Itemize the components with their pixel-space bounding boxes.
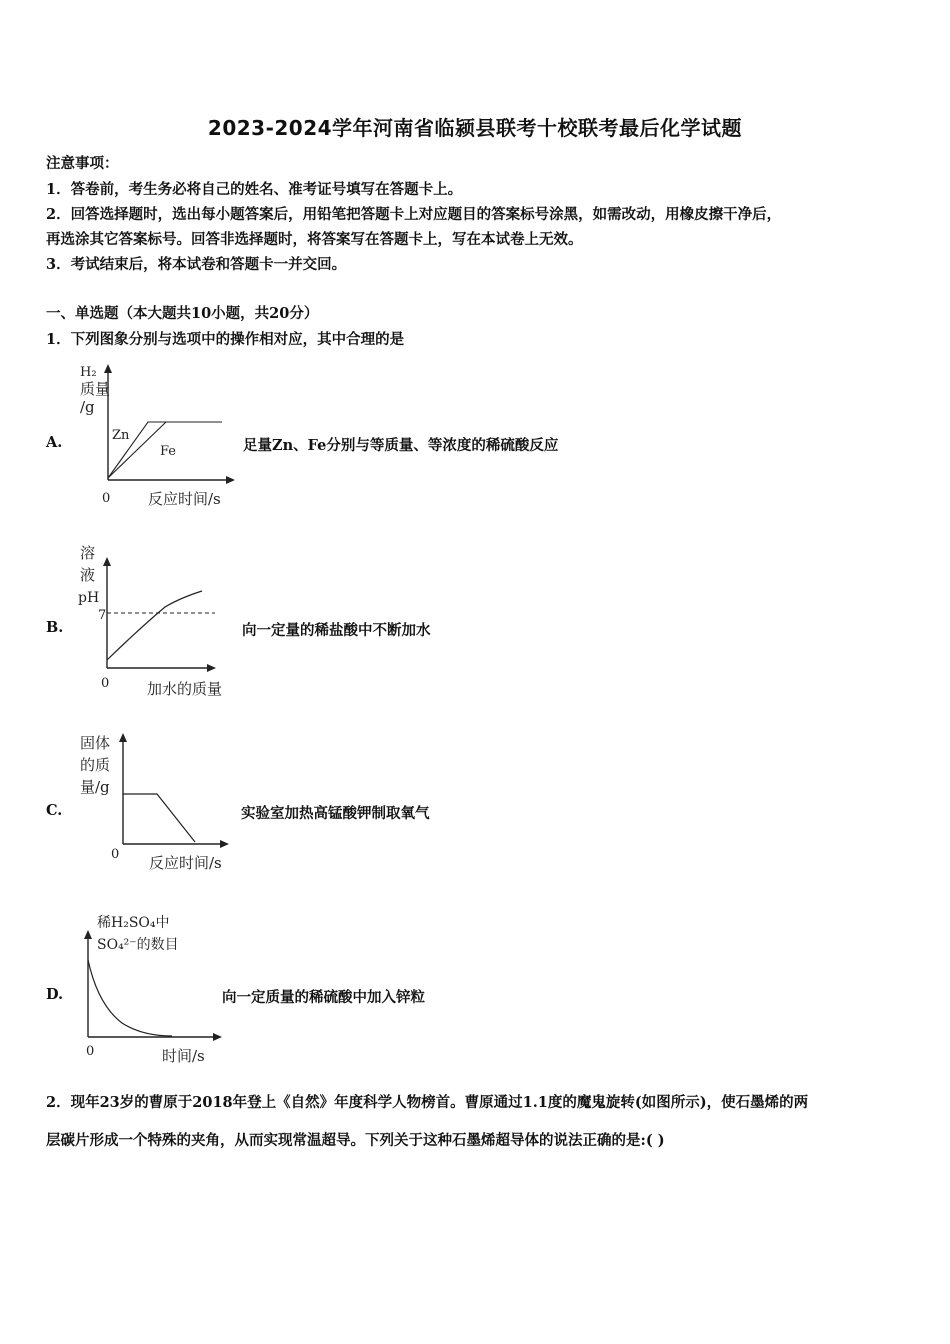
notice-heading: 注意事项： <box>46 155 119 172</box>
option-c-text: 实验室加热高锰酸钾制取氧气 <box>241 805 430 822</box>
option-d-label: D. <box>46 986 64 1003</box>
page-title: 2023-2024学年河南省临颍县联考十校联考最后化学试题 <box>207 116 743 140</box>
section-heading: 一、单选题（本大题共10小题，共20分） <box>46 305 319 322</box>
option-b-label: B. <box>46 619 64 636</box>
option-c-graph <box>75 728 245 876</box>
graph-d-xlabel: 时间/s <box>162 1047 205 1065</box>
graph-c-xlabel: 反应时间/s <box>149 854 222 872</box>
graph-d-origin: 0 <box>86 1044 95 1059</box>
graph-c-origin: 0 <box>111 847 120 862</box>
notice-item-2: 2．回答选择题时，选出每小题答案后，用铅笔把答题卡上对应题目的答案标号涂黑，如需改动，用橡皮擦干净后， <box>46 206 782 223</box>
graph-b-mark-7: 7 <box>98 608 107 623</box>
option-d-text: 向一定质量的稀硫酸中加入锌粒 <box>222 989 425 1006</box>
notice-item-3: 3．考试结束后，将本试卷和答题卡一并交回。 <box>46 256 347 273</box>
question-2-line-1: 2．现年23岁的曹原于2018年登上《自然》年度科学人物榜首。曹原通过1.1度的魔鬼旋转(如图所示)，使石墨烯的两 <box>46 1094 809 1111</box>
question-2-line-2: 层碳片形成一个特殊的夹角，从而实现常温超导。下列关于这种石墨烯超导体的说法正确的是:( ) <box>46 1132 665 1149</box>
notice-item-1: 1．答卷前，考生务必将自己的姓名、准考证号填写在答题卡上。 <box>46 181 463 198</box>
option-b-graph <box>70 540 250 702</box>
graph-a-ylabel-1: H₂ <box>80 365 97 380</box>
graph-d-ylabel-2: SO₄²⁻的数目 <box>97 937 179 953</box>
graph-b-origin: 0 <box>101 676 110 691</box>
graph-a-curve-zn: Zn <box>112 428 130 443</box>
graph-a-xlabel: 反应时间/s <box>148 490 221 508</box>
graph-a-origin: 0 <box>102 491 111 506</box>
option-b-text: 向一定量的稀盐酸中不断加水 <box>242 622 431 639</box>
option-d-graph <box>80 905 230 1067</box>
graph-b-ylabel-1: 溶 <box>80 544 96 562</box>
graph-d-ylabel-1: 稀H₂SO₄中 <box>97 915 170 931</box>
graph-a-curve-fe: Fe <box>160 444 177 459</box>
graph-c-ylabel-1: 固体 <box>80 734 111 752</box>
option-a-label: A. <box>46 434 63 451</box>
option-c-label: C. <box>46 802 63 819</box>
graph-a-ylabel-3: /g <box>80 398 95 416</box>
graph-c-ylabel-2: 的质 <box>80 756 111 774</box>
notice-item-2-cont: 再选涂其它答案标号。回答非选择题时，将答案写在答题卡上，写在本试卷上无效。 <box>46 231 583 248</box>
option-a-text: 足量Zn、Fe分别与等质量、等浓度的稀硫酸反应 <box>243 437 559 454</box>
graph-b-xlabel: 加水的质量 <box>147 680 223 698</box>
graph-a-ylabel-2: 质量 <box>80 380 111 398</box>
graph-b-ylabel-2: 液 <box>80 566 96 584</box>
option-a-graph <box>70 360 240 515</box>
graph-c-ylabel-3: 量/g <box>80 778 110 796</box>
question-1-stem: 1．下列图象分别与选项中的操作相对应，其中合理的是 <box>46 331 405 348</box>
graph-b-ylabel-3: pH <box>78 590 100 606</box>
